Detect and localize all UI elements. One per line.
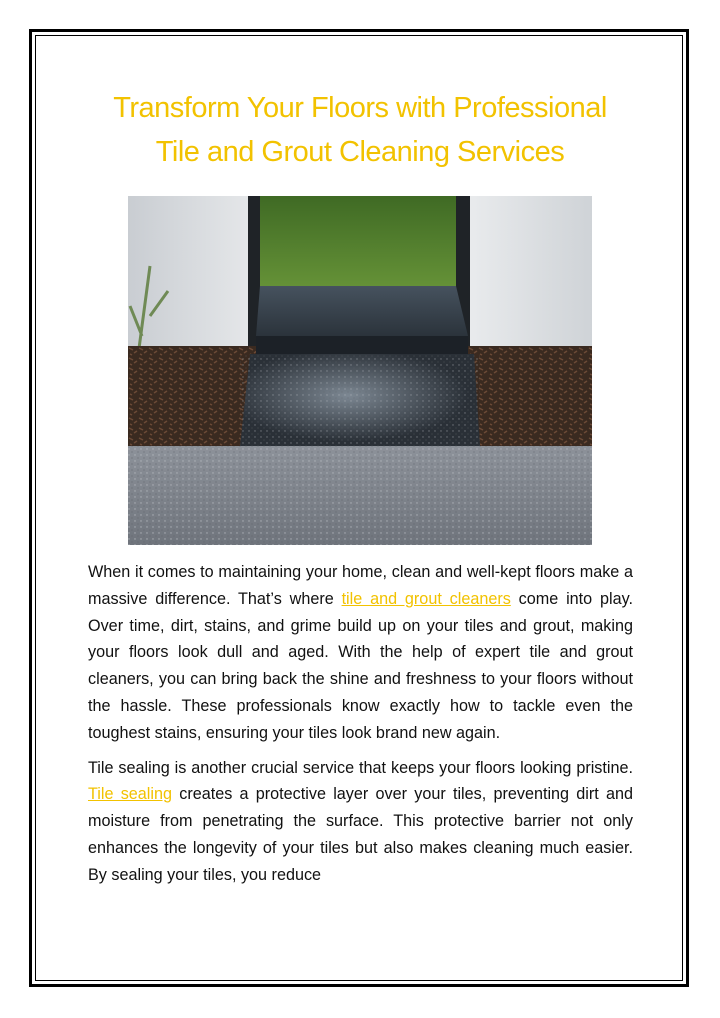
paragraph-1-text-start: When it comes to maintaining your home, clean and well-kept floors make a massive difference. That’s where (88, 563, 633, 608)
paragraph-2-text-end: creates a protective layer over your tiles, preventing dirt and moisture from penetrating the surface. This protective barrier not only enhances the longevity of your tiles but also makes cleaning much easier. By sealing your tiles, you reduce (88, 785, 633, 884)
page-title (60, 86, 660, 174)
article-body (88, 559, 633, 897)
paragraph-2-text-start: Tile sealing is another crucial service that keeps your floors looking pristine. (88, 758, 633, 777)
title-line-2: Tile and Grout Cleaning Services (155, 136, 565, 168)
tile-and-grout-cleaners-link[interactable]: tile and grout cleaners (341, 589, 511, 608)
paragraph-1 (88, 559, 633, 747)
title-line-1: Transform Your Floors with Professional (113, 92, 607, 124)
entry-step-photo (128, 196, 592, 545)
paragraph-2 (88, 755, 633, 889)
tile-sealing-link[interactable]: Tile sealing (88, 785, 173, 804)
paragraph-1-text-end: come into play. Over time, dirt, stains, and grime build up on your tiles and grout, making your floors look dull and aged. With the help of expert tile and grout cleaners, you can bring back the shine and freshness to your floors without the hassle. These professionals know exactly how to tackle even the toughest stains, ensuring your tiles look brand new again. (88, 589, 633, 742)
